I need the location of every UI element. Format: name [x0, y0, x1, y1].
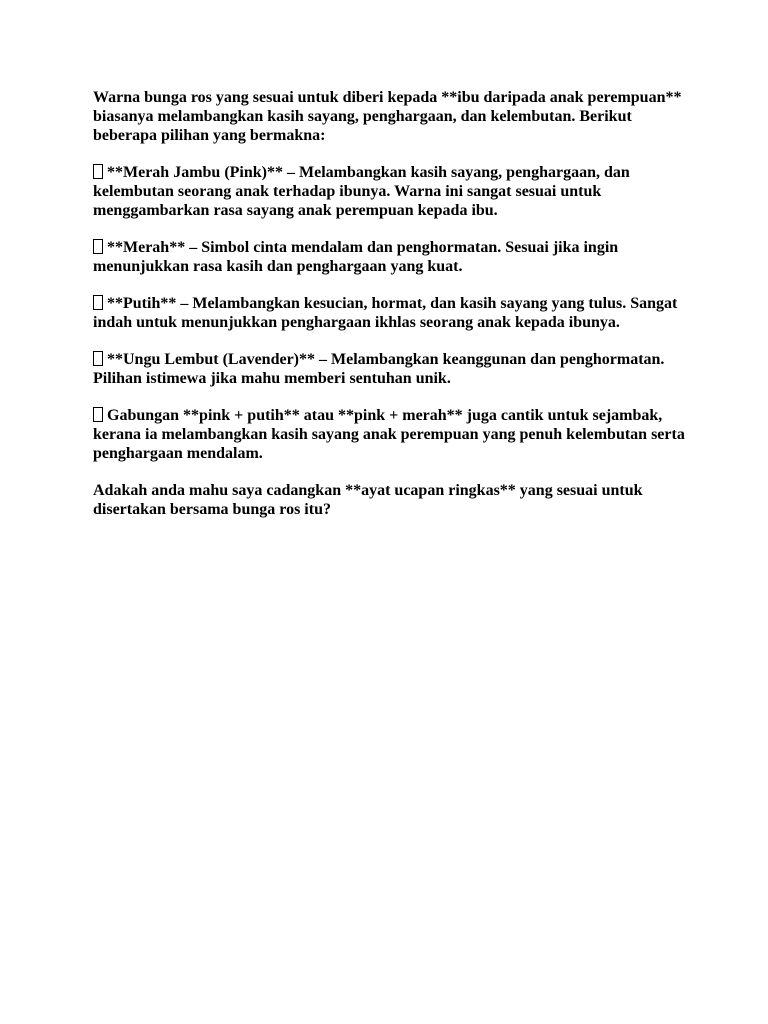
list-item-text: **Ungu Lembut (Lavender)** – Melambangkan keanggunan dan penghormatan. Pilihan istimewa jika mahu memberi sentuhan unik. [93, 351, 665, 387]
list-item [93, 406, 685, 463]
missing-glyph-icon [93, 407, 103, 422]
list-item-text: **Putih** – Melambangkan kesucian, hormat, dan kasih sayang yang tulus. Sangat indah untuk menunjukkan penghargaan ikhlas seorang anak kepada ibunya. [93, 295, 678, 331]
intro-paragraph: Warna bunga ros yang sesuai untuk diberi kepada **ibu daripada anak perempuan** biasanya melambangkan kasih sayang, penghargaan, dan kelembutan. Berikut beberapa pilihan yang bermakna: [93, 89, 682, 144]
list-item [93, 163, 685, 220]
missing-glyph-icon [93, 351, 103, 366]
list-item [93, 350, 685, 388]
list-item [93, 294, 685, 332]
list-item [93, 238, 685, 276]
list-item-text: **Merah Jambu (Pink)** – Melambangkan kasih sayang, penghargaan, dan kelembutan seorang anak terhadap ibunya. Warna ini sangat sesuai untuk menggambarkan rasa sayang anak perempuan kepada ibu. [93, 164, 630, 219]
list-item-text: Gabungan **pink + putih** atau **pink + merah** juga cantik untuk sejambak, kerana ia melambangkan kasih sayang anak perempuan yang penuh kelembutan serta penghargaan mendalam. [93, 407, 685, 462]
document-body [93, 88, 685, 537]
list-item-text: **Merah** – Simbol cinta mendalam dan penghormatan. Sesuai jika ingin menunjukkan rasa kasih dan penghargaan yang kuat. [93, 239, 619, 275]
closing-paragraph: Adakah anda mahu saya cadangkan **ayat ucapan ringkas** yang sesuai untuk disertakan bersama bunga ros itu? [93, 482, 643, 518]
missing-glyph-icon [93, 295, 103, 310]
missing-glyph-icon [93, 239, 103, 254]
missing-glyph-icon [93, 164, 103, 179]
